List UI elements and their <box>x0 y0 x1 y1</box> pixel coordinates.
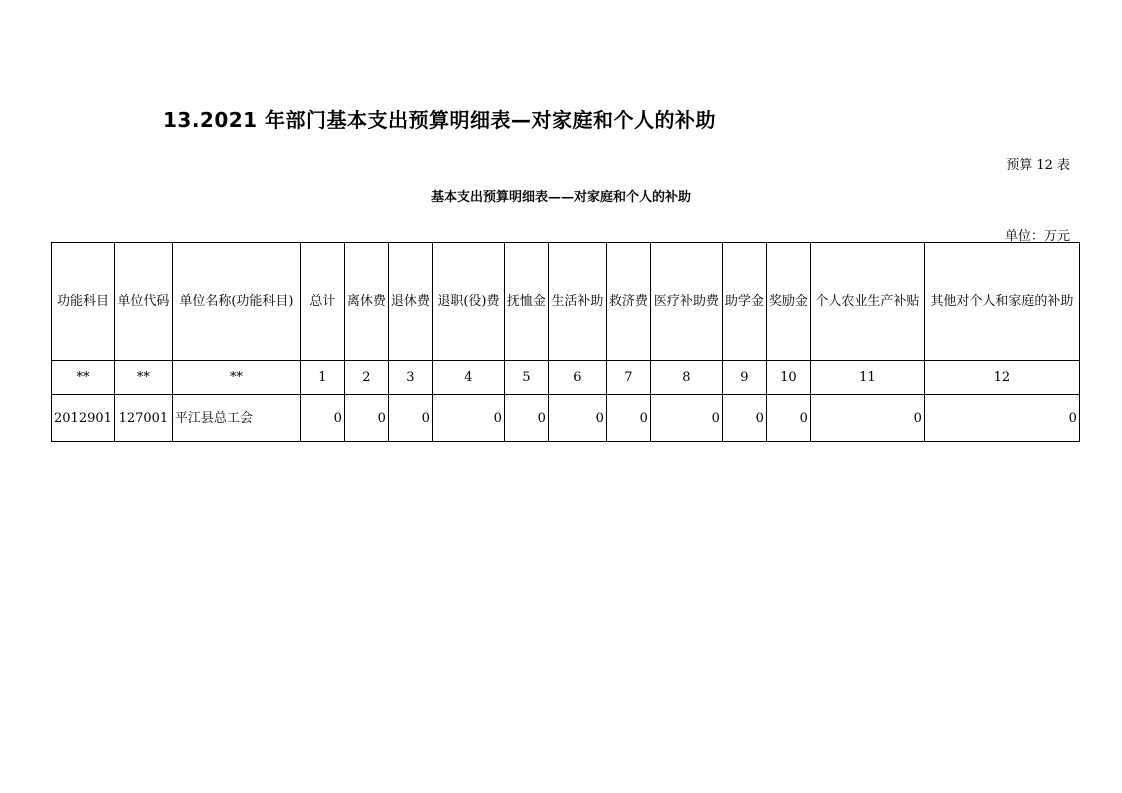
index-cell: 9 <box>722 361 766 395</box>
value-cell: 0 <box>650 395 722 442</box>
function-code-cell: 2012901 <box>52 395 115 442</box>
index-cell: 1 <box>300 361 344 395</box>
header-row <box>52 243 1080 361</box>
value-cell: 0 <box>388 395 432 442</box>
table-number: 预算 12 表 <box>1006 158 1070 173</box>
column-header: 功能科目 <box>52 243 115 361</box>
unit-name-cell: 平江县总工会 <box>172 395 300 442</box>
table-caption: 基本支出预算明细表——对家庭和个人的补助 <box>430 190 691 205</box>
value-cell: 0 <box>504 395 548 442</box>
index-cell: 2 <box>344 361 388 395</box>
index-cell: 4 <box>432 361 504 395</box>
unit-label: 单位：万元 <box>1004 229 1070 244</box>
index-cell: 12 <box>924 361 1079 395</box>
value-cell: 0 <box>606 395 650 442</box>
index-cell: 11 <box>810 361 924 395</box>
column-header: 退职(役)费 <box>432 243 504 361</box>
index-cell: 7 <box>606 361 650 395</box>
column-header: 奖励金 <box>766 243 810 361</box>
column-header: 其他对个人和家庭的补助 <box>924 243 1079 361</box>
index-cell: 5 <box>504 361 548 395</box>
index-cell: 10 <box>766 361 810 395</box>
column-header: 抚恤金 <box>504 243 548 361</box>
index-cell: 3 <box>388 361 432 395</box>
value-cell: 0 <box>548 395 606 442</box>
value-cell: 0 <box>766 395 810 442</box>
budget-table <box>51 242 1080 442</box>
table-row <box>52 395 1080 442</box>
column-header: 生活补助 <box>548 243 606 361</box>
column-header: 退休费 <box>388 243 432 361</box>
column-header: 总计 <box>300 243 344 361</box>
column-header: 单位名称(功能科目) <box>172 243 300 361</box>
index-cell: ** <box>114 361 172 395</box>
column-header: 医疗补助费 <box>650 243 722 361</box>
index-cell: ** <box>52 361 115 395</box>
value-cell: 0 <box>300 395 344 442</box>
column-header: 单位代码 <box>114 243 172 361</box>
value-cell: 0 <box>344 395 388 442</box>
index-cell: 8 <box>650 361 722 395</box>
page-title: 13.2021 年部门基本支出预算明细表—对家庭和个人的补助 <box>163 108 717 132</box>
value-cell: 0 <box>924 395 1079 442</box>
index-row <box>52 361 1080 395</box>
column-header: 个人农业生产补贴 <box>810 243 924 361</box>
value-cell: 0 <box>810 395 924 442</box>
column-header: 离休费 <box>344 243 388 361</box>
value-cell: 0 <box>722 395 766 442</box>
column-header: 助学金 <box>722 243 766 361</box>
unit-code-cell: 127001 <box>114 395 172 442</box>
value-cell: 0 <box>432 395 504 442</box>
index-cell: 6 <box>548 361 606 395</box>
column-header: 救济费 <box>606 243 650 361</box>
index-cell: ** <box>172 361 300 395</box>
